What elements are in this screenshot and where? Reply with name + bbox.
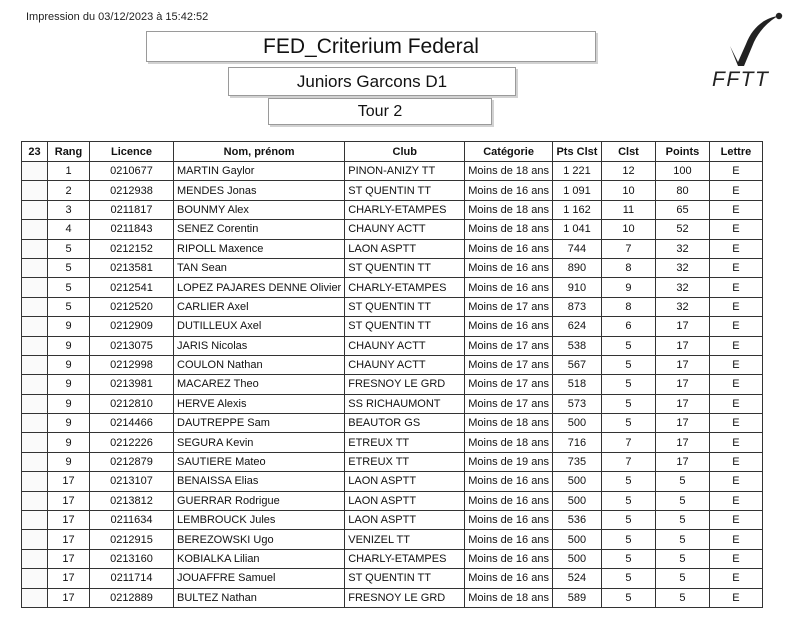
pts-clst-cell: 500: [552, 549, 601, 568]
letter-cell: E: [709, 258, 762, 277]
table-row: [22, 569, 763, 588]
results-table: [21, 141, 763, 608]
club-cell: VENIZEL TT: [345, 530, 465, 549]
club-cell: ST QUENTIN TT: [345, 297, 465, 316]
clst-cell: 5: [601, 588, 655, 607]
category-cell: Moins de 18 ans: [465, 588, 553, 607]
category-cell: Moins de 18 ans: [465, 220, 553, 239]
name-cell: SENEZ Corentin: [174, 220, 345, 239]
clst-cell: 7: [601, 452, 655, 471]
category-cell: Moins de 17 ans: [465, 394, 553, 413]
licence-cell: 0212520: [90, 297, 174, 316]
col-count: 23: [22, 142, 48, 162]
pts-clst-cell: 735: [552, 452, 601, 471]
row-marker-cell: [22, 220, 48, 239]
clst-cell: 5: [601, 530, 655, 549]
points-cell: 5: [655, 530, 709, 549]
letter-cell: E: [709, 491, 762, 510]
table-row: [22, 588, 763, 607]
clst-cell: 8: [601, 258, 655, 277]
row-marker-cell: [22, 278, 48, 297]
points-cell: 100: [655, 162, 709, 181]
category-cell: Moins de 16 ans: [465, 530, 553, 549]
points-cell: 5: [655, 588, 709, 607]
points-cell: 5: [655, 491, 709, 510]
category-cell: Moins de 17 ans: [465, 355, 553, 374]
licence-cell: 0213812: [90, 491, 174, 510]
club-cell: LAON ASPTT: [345, 491, 465, 510]
category-cell: Moins de 17 ans: [465, 297, 553, 316]
rank-cell: 1: [48, 162, 90, 181]
category-cell: Moins de 19 ans: [465, 452, 553, 471]
row-marker-cell: [22, 375, 48, 394]
clst-cell: 5: [601, 491, 655, 510]
name-cell: DUTILLEUX Axel: [174, 317, 345, 336]
category-cell: Moins de 16 ans: [465, 317, 553, 336]
letter-cell: E: [709, 452, 762, 471]
club-cell: CHARLY-ETAMPES: [345, 549, 465, 568]
rank-cell: 5: [48, 278, 90, 297]
name-cell: SAUTIERE Mateo: [174, 452, 345, 471]
clst-cell: 5: [601, 569, 655, 588]
points-cell: 17: [655, 414, 709, 433]
col-nom: Nom, prénom: [174, 142, 345, 162]
name-cell: MENDES Jonas: [174, 181, 345, 200]
letter-cell: E: [709, 375, 762, 394]
licence-cell: 0211714: [90, 569, 174, 588]
col-licence: Licence: [90, 142, 174, 162]
rank-cell: 5: [48, 258, 90, 277]
clst-cell: 5: [601, 414, 655, 433]
row-marker-cell: [22, 452, 48, 471]
rank-cell: 17: [48, 491, 90, 510]
name-cell: MACAREZ Theo: [174, 375, 345, 394]
rank-cell: 9: [48, 394, 90, 413]
points-cell: 17: [655, 336, 709, 355]
ball-icon: [776, 13, 782, 19]
category-cell: Moins de 16 ans: [465, 549, 553, 568]
table-row: [22, 317, 763, 336]
col-club: Club: [345, 142, 465, 162]
pts-clst-cell: 500: [552, 491, 601, 510]
letter-cell: E: [709, 317, 762, 336]
name-cell: BENAISSA Elias: [174, 472, 345, 491]
pts-clst-cell: 624: [552, 317, 601, 336]
col-rang: Rang: [48, 142, 90, 162]
category-cell: Moins de 17 ans: [465, 375, 553, 394]
row-marker-cell: [22, 162, 48, 181]
row-marker-cell: [22, 530, 48, 549]
licence-cell: 0214466: [90, 414, 174, 433]
row-marker-cell: [22, 317, 48, 336]
category-cell: Moins de 16 ans: [465, 491, 553, 510]
clst-cell: 7: [601, 239, 655, 258]
pts-clst-cell: 538: [552, 336, 601, 355]
clst-cell: 5: [601, 549, 655, 568]
letter-cell: E: [709, 355, 762, 374]
points-cell: 17: [655, 355, 709, 374]
clst-cell: 5: [601, 394, 655, 413]
letter-cell: E: [709, 511, 762, 530]
row-marker-cell: [22, 588, 48, 607]
row-marker-cell: [22, 472, 48, 491]
licence-cell: 0211843: [90, 220, 174, 239]
licence-cell: 0212541: [90, 278, 174, 297]
category-cell: Moins de 16 ans: [465, 278, 553, 297]
club-cell: CHARLY-ETAMPES: [345, 200, 465, 219]
club-cell: ETREUX TT: [345, 452, 465, 471]
category-cell: Moins de 16 ans: [465, 258, 553, 277]
rank-cell: 2: [48, 181, 90, 200]
pts-clst-cell: 1 162: [552, 200, 601, 219]
name-cell: TAN Sean: [174, 258, 345, 277]
letter-cell: E: [709, 433, 762, 452]
points-cell: 17: [655, 375, 709, 394]
division-title: Juniors Garcons D1: [228, 67, 516, 96]
pts-clst-cell: 1 091: [552, 181, 601, 200]
letter-cell: E: [709, 278, 762, 297]
licence-cell: 0212889: [90, 588, 174, 607]
clst-cell: 10: [601, 220, 655, 239]
category-cell: Moins de 16 ans: [465, 181, 553, 200]
table-row: [22, 297, 763, 316]
rank-cell: 5: [48, 239, 90, 258]
pts-clst-cell: 500: [552, 472, 601, 491]
clst-cell: 12: [601, 162, 655, 181]
licence-cell: 0212152: [90, 239, 174, 258]
pts-clst-cell: 716: [552, 433, 601, 452]
row-marker-cell: [22, 433, 48, 452]
name-cell: JOUAFFRE Samuel: [174, 569, 345, 588]
fftt-logo-text: FFTT: [712, 68, 770, 90]
letter-cell: E: [709, 414, 762, 433]
row-marker-cell: [22, 491, 48, 510]
licence-cell: 0212915: [90, 530, 174, 549]
licence-cell: 0213160: [90, 549, 174, 568]
points-cell: 32: [655, 258, 709, 277]
table-row: [22, 472, 763, 491]
category-cell: Moins de 17 ans: [465, 336, 553, 355]
round-title: Tour 2: [268, 98, 492, 125]
club-cell: FRESNOY LE GRD: [345, 588, 465, 607]
name-cell: BULTEZ Nathan: [174, 588, 345, 607]
table-row: [22, 433, 763, 452]
table-row: [22, 414, 763, 433]
club-cell: BEAUTOR GS: [345, 414, 465, 433]
row-marker-cell: [22, 394, 48, 413]
club-cell: ST QUENTIN TT: [345, 317, 465, 336]
category-cell: Moins de 16 ans: [465, 239, 553, 258]
club-cell: ST QUENTIN TT: [345, 569, 465, 588]
name-cell: GUERRAR Rodrigue: [174, 491, 345, 510]
category-cell: Moins de 16 ans: [465, 511, 553, 530]
name-cell: RIPOLL Maxence: [174, 239, 345, 258]
licence-cell: 0211817: [90, 200, 174, 219]
clst-cell: 5: [601, 472, 655, 491]
letter-cell: E: [709, 472, 762, 491]
rank-cell: 17: [48, 530, 90, 549]
print-timestamp: Impression du 03/12/2023 à 15:42:52: [26, 11, 209, 23]
category-cell: Moins de 18 ans: [465, 414, 553, 433]
table-row: [22, 278, 763, 297]
club-cell: LAON ASPTT: [345, 239, 465, 258]
clst-cell: 11: [601, 200, 655, 219]
points-cell: 32: [655, 297, 709, 316]
row-marker-cell: [22, 511, 48, 530]
name-cell: BEREZOWSKI Ugo: [174, 530, 345, 549]
pts-clst-cell: 744: [552, 239, 601, 258]
points-cell: 5: [655, 569, 709, 588]
letter-cell: E: [709, 530, 762, 549]
col-categorie: Catégorie: [465, 142, 553, 162]
pts-clst-cell: 500: [552, 530, 601, 549]
name-cell: COULON Nathan: [174, 355, 345, 374]
name-cell: KOBIALKA Lilian: [174, 549, 345, 568]
paddle-swoosh-icon: [730, 16, 778, 66]
clst-cell: 5: [601, 375, 655, 394]
row-marker-cell: [22, 336, 48, 355]
row-marker-cell: [22, 258, 48, 277]
table-header-row: [22, 142, 763, 162]
name-cell: SEGURA Kevin: [174, 433, 345, 452]
club-cell: SS RICHAUMONT: [345, 394, 465, 413]
row-marker-cell: [22, 355, 48, 374]
points-cell: 5: [655, 549, 709, 568]
pts-clst-cell: 567: [552, 355, 601, 374]
licence-cell: 0212998: [90, 355, 174, 374]
club-cell: CHAUNY ACTT: [345, 355, 465, 374]
name-cell: BOUNMY Alex: [174, 200, 345, 219]
row-marker-cell: [22, 549, 48, 568]
table-row: [22, 239, 763, 258]
row-marker-cell: [22, 239, 48, 258]
points-cell: 5: [655, 511, 709, 530]
licence-cell: 0213075: [90, 336, 174, 355]
pts-clst-cell: 1 041: [552, 220, 601, 239]
name-cell: LEMBROUCK Jules: [174, 511, 345, 530]
rank-cell: 17: [48, 472, 90, 491]
col-pts-clst: Pts Clst: [552, 142, 601, 162]
rank-cell: 17: [48, 569, 90, 588]
points-cell: 52: [655, 220, 709, 239]
pts-clst-cell: 589: [552, 588, 601, 607]
table-row: [22, 375, 763, 394]
rank-cell: 9: [48, 317, 90, 336]
points-cell: 17: [655, 452, 709, 471]
table-row: [22, 549, 763, 568]
rank-cell: 17: [48, 511, 90, 530]
licence-cell: 0213107: [90, 472, 174, 491]
name-cell: JARIS Nicolas: [174, 336, 345, 355]
table-row: [22, 258, 763, 277]
letter-cell: E: [709, 336, 762, 355]
category-cell: Moins de 18 ans: [465, 162, 553, 181]
pts-clst-cell: 536: [552, 511, 601, 530]
competition-title: FED_Criterium Federal: [146, 31, 596, 62]
club-cell: LAON ASPTT: [345, 472, 465, 491]
pts-clst-cell: 890: [552, 258, 601, 277]
letter-cell: E: [709, 549, 762, 568]
rank-cell: 5: [48, 297, 90, 316]
club-cell: ETREUX TT: [345, 433, 465, 452]
table-row: [22, 355, 763, 374]
clst-cell: 7: [601, 433, 655, 452]
table-row: [22, 162, 763, 181]
name-cell: CARLIER Axel: [174, 297, 345, 316]
points-cell: 17: [655, 433, 709, 452]
club-cell: CHAUNY ACTT: [345, 220, 465, 239]
row-marker-cell: [22, 181, 48, 200]
clst-cell: 9: [601, 278, 655, 297]
letter-cell: E: [709, 220, 762, 239]
rank-cell: 17: [48, 549, 90, 568]
pts-clst-cell: 524: [552, 569, 601, 588]
table-row: [22, 181, 763, 200]
club-cell: PINON-ANIZY TT: [345, 162, 465, 181]
letter-cell: E: [709, 239, 762, 258]
rank-cell: 9: [48, 336, 90, 355]
licence-cell: 0211634: [90, 511, 174, 530]
category-cell: Moins de 18 ans: [465, 200, 553, 219]
licence-cell: 0212909: [90, 317, 174, 336]
licence-cell: 0212810: [90, 394, 174, 413]
row-marker-cell: [22, 569, 48, 588]
points-cell: 32: [655, 239, 709, 258]
col-clst: Clst: [601, 142, 655, 162]
letter-cell: E: [709, 297, 762, 316]
table-row: [22, 530, 763, 549]
rank-cell: 9: [48, 414, 90, 433]
points-cell: 65: [655, 200, 709, 219]
category-cell: Moins de 16 ans: [465, 472, 553, 491]
licence-cell: 0213981: [90, 375, 174, 394]
letter-cell: E: [709, 569, 762, 588]
club-cell: LAON ASPTT: [345, 511, 465, 530]
letter-cell: E: [709, 200, 762, 219]
table-row: [22, 452, 763, 471]
rank-cell: 3: [48, 200, 90, 219]
points-cell: 17: [655, 394, 709, 413]
table-row: [22, 200, 763, 219]
rank-cell: 9: [48, 355, 90, 374]
name-cell: HERVE Alexis: [174, 394, 345, 413]
points-cell: 32: [655, 278, 709, 297]
pts-clst-cell: 910: [552, 278, 601, 297]
clst-cell: 8: [601, 297, 655, 316]
pts-clst-cell: 500: [552, 414, 601, 433]
licence-cell: 0212938: [90, 181, 174, 200]
licence-cell: 0212879: [90, 452, 174, 471]
clst-cell: 5: [601, 336, 655, 355]
letter-cell: E: [709, 181, 762, 200]
name-cell: DAUTREPPE Sam: [174, 414, 345, 433]
licence-cell: 0210677: [90, 162, 174, 181]
points-cell: 80: [655, 181, 709, 200]
pts-clst-cell: 1 221: [552, 162, 601, 181]
table-row: [22, 220, 763, 239]
clst-cell: 6: [601, 317, 655, 336]
rank-cell: 9: [48, 375, 90, 394]
pts-clst-cell: 573: [552, 394, 601, 413]
club-cell: CHARLY-ETAMPES: [345, 278, 465, 297]
table-row: [22, 336, 763, 355]
rank-cell: 4: [48, 220, 90, 239]
table-row: [22, 491, 763, 510]
pts-clst-cell: 873: [552, 297, 601, 316]
letter-cell: E: [709, 162, 762, 181]
licence-cell: 0213581: [90, 258, 174, 277]
fftt-logo: [708, 10, 788, 90]
clst-cell: 10: [601, 181, 655, 200]
club-cell: CHAUNY ACTT: [345, 336, 465, 355]
club-cell: FRESNOY LE GRD: [345, 375, 465, 394]
col-lettre: Lettre: [709, 142, 762, 162]
letter-cell: E: [709, 588, 762, 607]
name-cell: LOPEZ PAJARES DENNE Olivier: [174, 278, 345, 297]
pts-clst-cell: 518: [552, 375, 601, 394]
points-cell: 5: [655, 472, 709, 491]
rank-cell: 9: [48, 452, 90, 471]
club-cell: ST QUENTIN TT: [345, 181, 465, 200]
rank-cell: 9: [48, 433, 90, 452]
licence-cell: 0212226: [90, 433, 174, 452]
letter-cell: E: [709, 394, 762, 413]
table-row: [22, 511, 763, 530]
table-row: [22, 394, 763, 413]
col-points: Points: [655, 142, 709, 162]
category-cell: Moins de 18 ans: [465, 433, 553, 452]
category-cell: Moins de 16 ans: [465, 569, 553, 588]
club-cell: ST QUENTIN TT: [345, 258, 465, 277]
rank-cell: 17: [48, 588, 90, 607]
name-cell: MARTIN Gaylor: [174, 162, 345, 181]
row-marker-cell: [22, 297, 48, 316]
clst-cell: 5: [601, 355, 655, 374]
points-cell: 17: [655, 317, 709, 336]
row-marker-cell: [22, 414, 48, 433]
clst-cell: 5: [601, 511, 655, 530]
row-marker-cell: [22, 200, 48, 219]
